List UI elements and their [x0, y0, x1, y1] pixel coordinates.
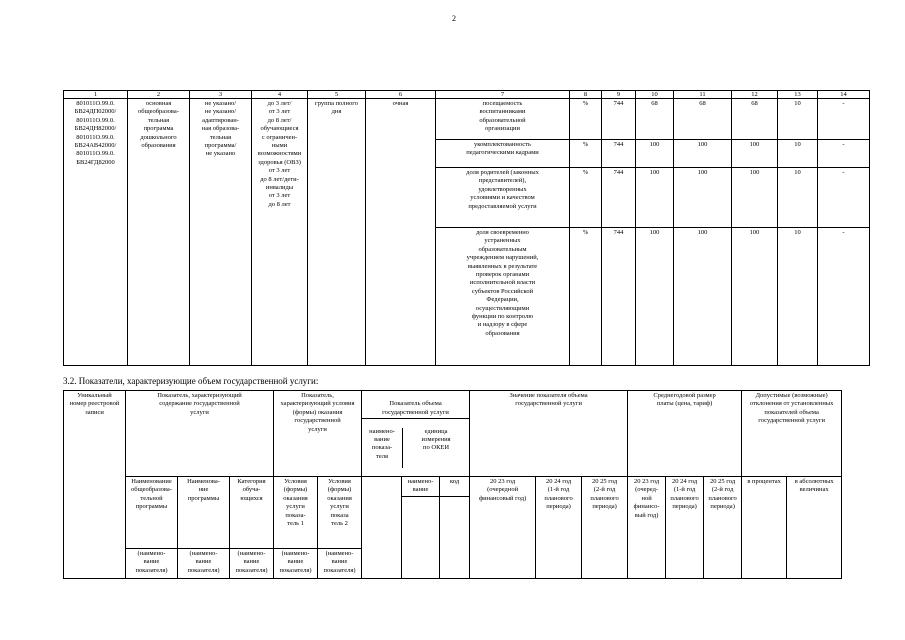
indicator-okei: 744	[602, 99, 636, 140]
indicator-name: доля своевременно устраненных образовательным учреждением нарушений, выявленных в результате проверок органами исполнительной власти субъектов Российской Федерации, осуществляющими функции по контролю и надзору в сфере образования	[436, 228, 570, 366]
col-num: 10	[636, 91, 674, 99]
indicator-value: 100	[636, 228, 674, 366]
deviation-percent: 10	[778, 99, 818, 140]
indicator-value: 100	[674, 140, 732, 168]
indicator-value: 100	[732, 228, 778, 366]
content-indicator-header: Показатель, характеризующий содержание государственной услуги	[126, 391, 274, 477]
table-header-row	[64, 477, 842, 497]
deviation-absolute: -	[818, 99, 870, 140]
col-num: 13	[778, 91, 818, 99]
price-header: Среднегодовой размер платы (цена, тариф)	[628, 391, 742, 477]
deviation-percent: 10	[778, 228, 818, 366]
unit-name-header: наимено- вание	[402, 477, 440, 497]
col-num: 2	[128, 91, 190, 99]
sub-header-4: Условия (формы) оказания услуги показа- тель 1	[274, 477, 318, 549]
unit-code-header: код	[440, 477, 470, 497]
conditions-indicator-header: Показатель, характеризующий условия (формы) оказания государственной услуги	[274, 391, 362, 477]
price-year-1: 20 23 год (очеред- ной финансо- вый год)	[628, 477, 666, 579]
quality-indicators-table	[63, 90, 870, 366]
sub-caption-5: (наимено- вание показателя)	[318, 548, 362, 578]
service-condition: группа полного дня	[308, 99, 366, 366]
page-number: 2	[452, 14, 456, 23]
column-number-row	[64, 91, 870, 99]
value-year-3: 20 25 год (2-й год планового периода)	[582, 477, 628, 579]
indicator-unit: %	[570, 168, 602, 228]
volume-name-cell	[362, 477, 402, 579]
sub-header-2: Наименова- ние программы	[178, 477, 230, 549]
deviation-absolute: -	[818, 140, 870, 168]
indicator-unit: %	[570, 99, 602, 140]
indicator-value: 100	[674, 168, 732, 228]
indicator-name: укомплектованность педагогическими кадрами	[436, 140, 570, 168]
table-header-row	[64, 391, 842, 477]
indicator-value: 100	[732, 140, 778, 168]
col-num: 1	[64, 91, 128, 99]
indicator-value: 68	[636, 99, 674, 140]
indicator-value: 100	[636, 140, 674, 168]
col-num: 3	[190, 91, 252, 99]
sub-header-1: Наименование общеобразова- тельной программы	[126, 477, 178, 549]
volume-indicators-table	[63, 390, 842, 579]
deviation-percent: 10	[778, 140, 818, 168]
deviation-header: Допустимые (возможные) отклонения от установленных показателей объема государственной услуги	[742, 391, 842, 477]
indicator-unit: %	[570, 228, 602, 366]
unit-code-cell	[440, 496, 470, 578]
sub-caption-2: (наимено- вание показателя)	[178, 548, 230, 578]
service-form: очная	[366, 99, 436, 366]
sub-header-5: Условия (формы) оказания услуги показа тель 2	[318, 477, 362, 549]
volume-indicator-title: Показатель объема государственной услуги	[362, 399, 469, 419]
value-year-2: 20 24 год (1-й год планового периода)	[536, 477, 582, 579]
sub-caption-4: (наимено- вание показателя)	[274, 548, 318, 578]
indicator-value: 68	[674, 99, 732, 140]
indicator-name: доля родителей (законных представителей), удовлетворенных условиями и качеством предоставляемой услуги	[436, 168, 570, 228]
table-row	[64, 99, 870, 140]
unit-okei-header: единица измерения по ОКЕИ	[421, 427, 451, 452]
sub-caption-3: (наимено- вание показателя)	[230, 548, 274, 578]
col-num: 14	[818, 91, 870, 99]
student-category: до 3 лет/ от 3 лет до 8 лет/ обучающиеся с ограничен- ными возможностями здоровья (ОВЗ) от 3 лет до 8 лет/дети- инвалиды от 3 лет до 8 лет	[252, 99, 308, 366]
program-type: не указано/ не указано/ адаптирован- ная образова- тельная программа/ не указано	[190, 99, 252, 366]
indicator-unit: %	[570, 140, 602, 168]
sub-header-3: Категория обуча- ющихся	[230, 477, 274, 549]
col-num: 4	[252, 91, 308, 99]
program-name: основная общеобразова- тельная программа дошкольного образования	[128, 99, 190, 366]
indicator-okei: 744	[602, 140, 636, 168]
registry-codes: 801011О.99.0. БВ24ДП02000/ 801011О.99.0. БВ24ДН82000/ 801011О.99.0. БВ24АВ42000/ 801011О.99.0. БВ24ГД82000	[64, 99, 128, 366]
section-title: 3.2. Показатели, характеризующие объем государственной услуги:	[63, 376, 319, 386]
col-num: 11	[674, 91, 732, 99]
value-year-1: 20 23 год (очередной финансовый год)	[470, 477, 536, 579]
col-num: 7	[436, 91, 570, 99]
indicator-okei: 744	[602, 168, 636, 228]
indicator-value: 100	[636, 168, 674, 228]
volume-indicator-header	[362, 391, 470, 477]
indicator-value: 100	[732, 168, 778, 228]
indicator-okei: 744	[602, 228, 636, 366]
deviation-absolute: -	[818, 228, 870, 366]
sub-caption-1: (наимено- вание показателя)	[126, 548, 178, 578]
col-num: 8	[570, 91, 602, 99]
unique-number-header: Уникальный номер реестровой записи	[64, 391, 126, 579]
col-num: 6	[366, 91, 436, 99]
volume-name-header: наимено- вание показа- теля	[362, 428, 403, 468]
col-num: 12	[732, 91, 778, 99]
deviation-percent: 10	[778, 168, 818, 228]
volume-value-header: Значение показателя объема государственной услуги	[470, 391, 628, 477]
indicator-value: 100	[674, 228, 732, 366]
unit-name-cell	[402, 496, 440, 578]
indicator-name: посещаемость воспитанниками образовательной организации	[436, 99, 570, 140]
deviation-absolute: -	[818, 168, 870, 228]
deviation-percent-header: в процентах	[742, 477, 787, 579]
indicator-value: 68	[732, 99, 778, 140]
col-num: 5	[308, 91, 366, 99]
price-year-3: 20 25 год (2-й год планового периода)	[704, 477, 742, 579]
col-num: 9	[602, 91, 636, 99]
deviation-absolute-header: в абсолютных величинах	[787, 477, 842, 579]
price-year-2: 20 24 год (1-й год планового периода)	[666, 477, 704, 579]
